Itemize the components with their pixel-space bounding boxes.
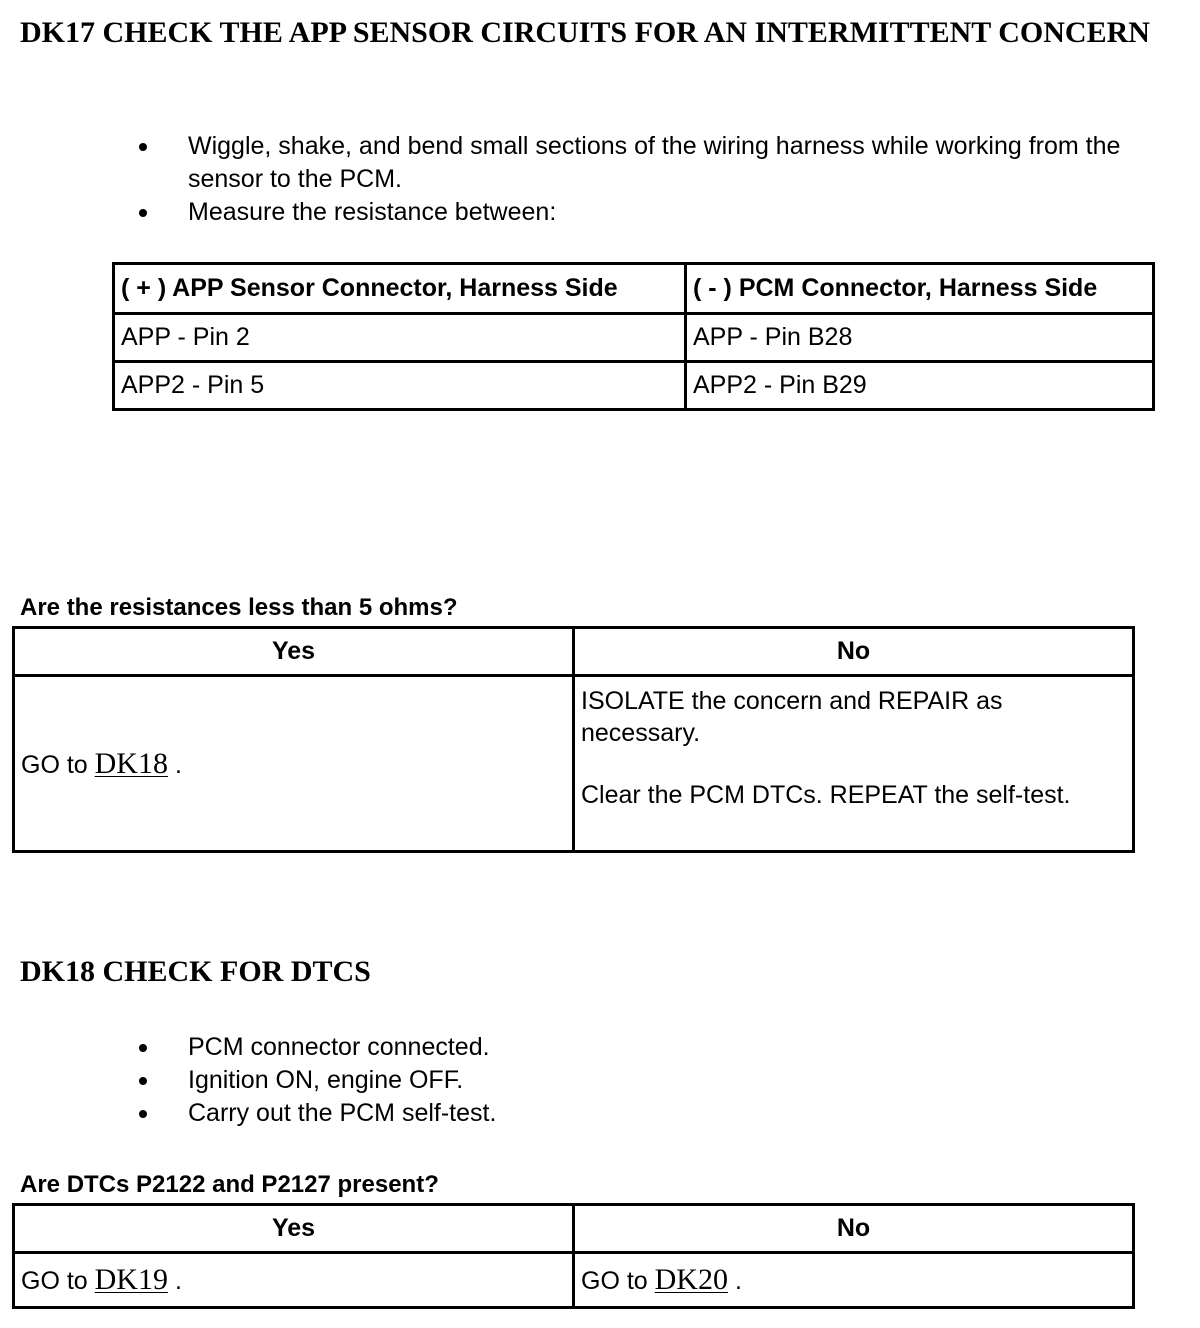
link-dk20[interactable]: DK20 bbox=[654, 1263, 728, 1296]
dk17-question: Are the resistances less than 5 ohms? bbox=[20, 594, 458, 621]
dk18-question: Are DTCs P2122 and P2127 present? bbox=[20, 1171, 439, 1198]
no-header: No bbox=[574, 628, 1134, 676]
yes-header: Yes bbox=[14, 628, 574, 676]
dk18-yes-no-table bbox=[12, 1203, 1135, 1309]
table-header: ( + ) APP Sensor Connector, Harness Side bbox=[114, 264, 686, 314]
list-item: PCM connector connected. bbox=[139, 1031, 1189, 1064]
bullet-icon bbox=[139, 143, 147, 151]
link-dk19[interactable]: DK19 bbox=[94, 1263, 168, 1296]
dk17-yes-no-table bbox=[12, 626, 1135, 853]
yes-cell: GO to DK19 . bbox=[14, 1253, 574, 1308]
list-item: Measure the resistance between: bbox=[139, 196, 1189, 229]
no-cell bbox=[574, 676, 1134, 852]
dk18-bullet-list bbox=[139, 1031, 1189, 1130]
table-cell: APP - Pin B28 bbox=[686, 314, 1154, 362]
table-row bbox=[114, 362, 1154, 410]
dk17-bullet-list bbox=[139, 130, 1189, 229]
no-header: No bbox=[574, 1205, 1134, 1253]
no-instruction: Clear the PCM DTCs. REPEAT the self-test. bbox=[581, 781, 1071, 809]
dk18-heading: DK18 CHECK FOR DTCS bbox=[20, 955, 371, 988]
yes-cell: GO to DK18 . bbox=[14, 676, 574, 852]
table-cell: APP2 - Pin 5 bbox=[114, 362, 686, 410]
link-dk18[interactable]: DK18 bbox=[94, 746, 168, 780]
list-item: Ignition ON, engine OFF. bbox=[139, 1064, 1189, 1097]
bullet-icon bbox=[139, 209, 147, 217]
table-header: ( - ) PCM Connector, Harness Side bbox=[686, 264, 1154, 314]
table-cell: APP - Pin 2 bbox=[114, 314, 686, 362]
no-instruction: ISOLATE the concern and REPAIR as necessary. bbox=[581, 687, 1003, 747]
table-row bbox=[114, 314, 1154, 362]
no-cell: GO to DK20 . bbox=[574, 1253, 1134, 1308]
list-item: Carry out the PCM self-test. bbox=[139, 1097, 1189, 1130]
bullet-icon bbox=[139, 1110, 147, 1118]
bullet-icon bbox=[139, 1077, 147, 1085]
measurement-table bbox=[112, 262, 1155, 411]
list-item: Wiggle, shake, and bend small sections of the wiring harness while working from the sensor to the PCM. bbox=[139, 130, 1189, 196]
bullet-icon bbox=[139, 1044, 147, 1052]
yes-header: Yes bbox=[14, 1205, 574, 1253]
dk17-heading: DK17 CHECK THE APP SENSOR CIRCUITS FOR AN INTERMITTENT CONCERN bbox=[20, 16, 1150, 49]
table-cell: APP2 - Pin B29 bbox=[686, 362, 1154, 410]
